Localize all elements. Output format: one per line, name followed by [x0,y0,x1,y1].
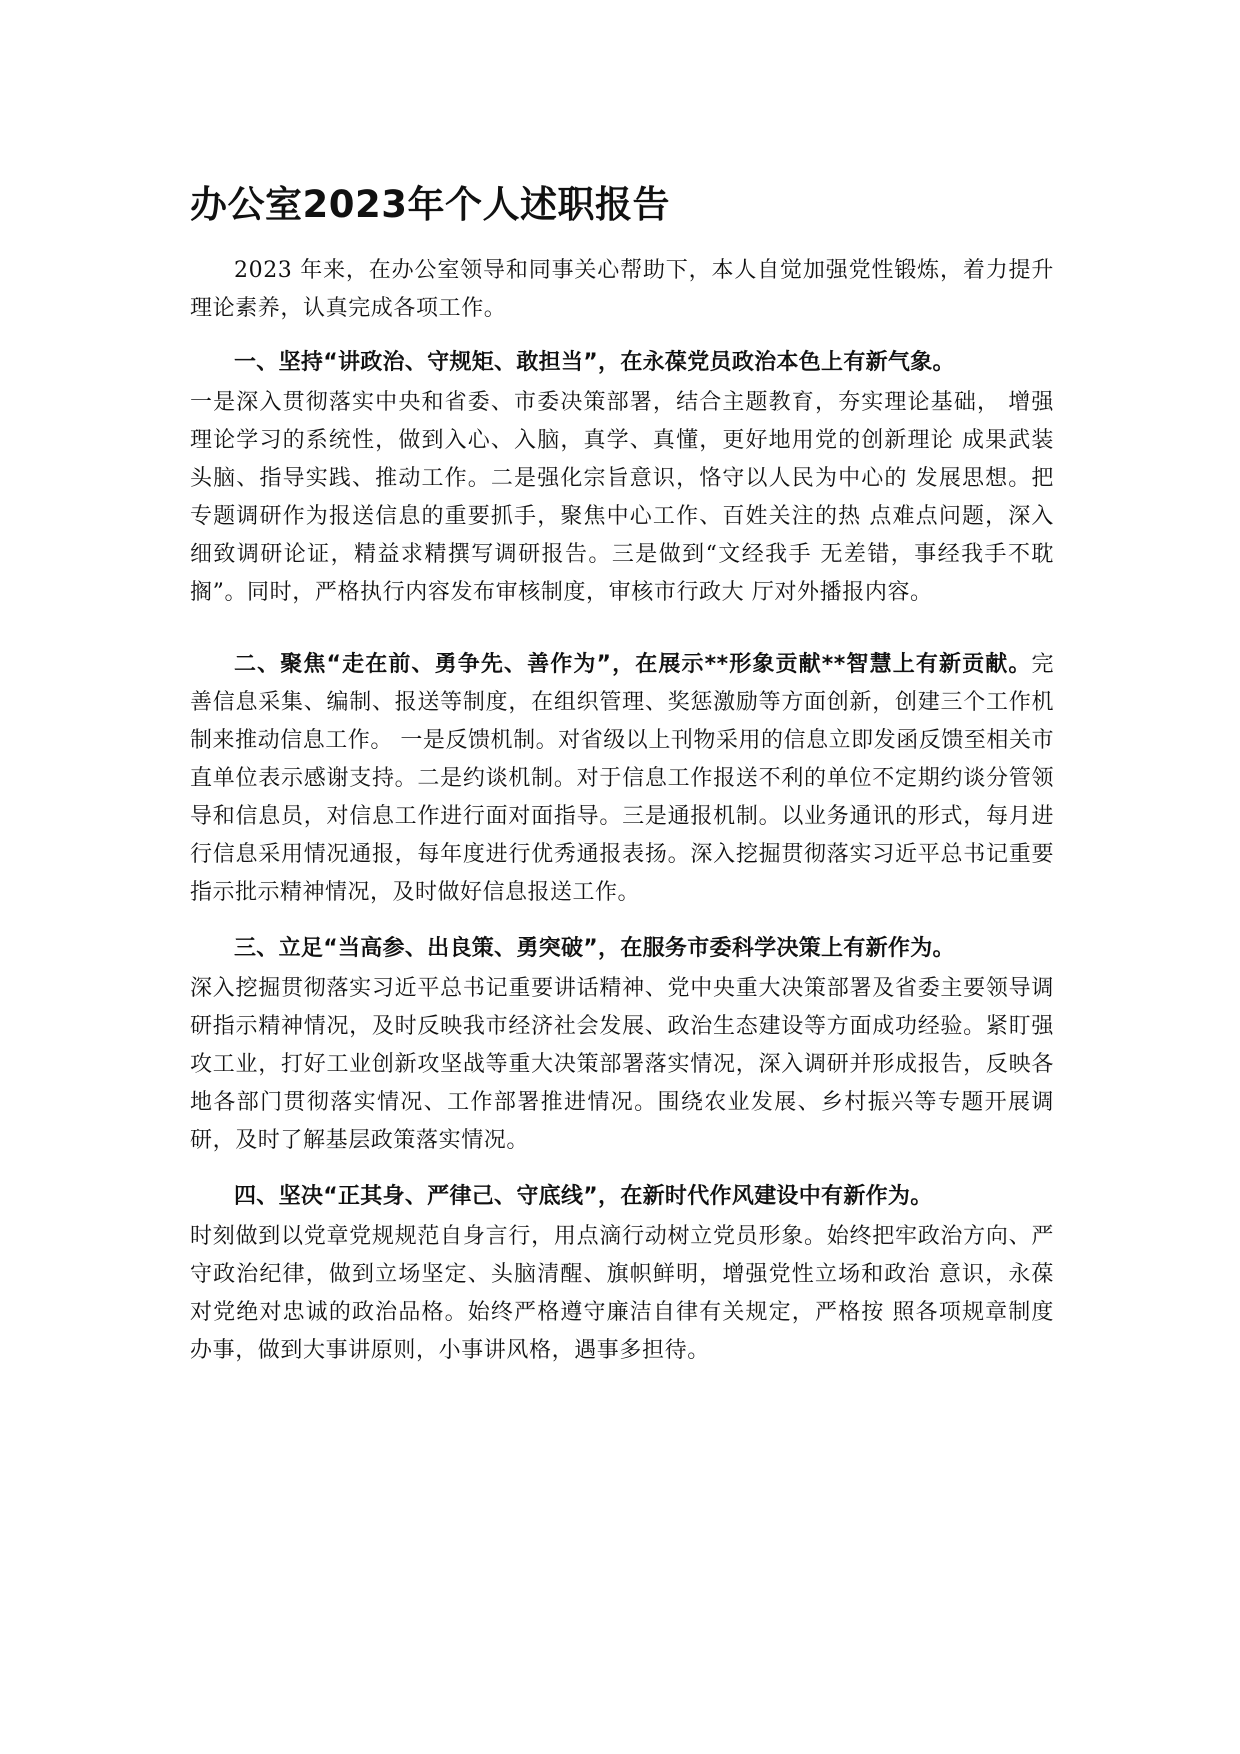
section-1-body: 一是深入贯彻落实中央和省委、市委决策部署，结合主题教育，夯实理论基础， 增强理论学习的系统性，做到入心、入脑，真学、真懂，更好地用党的创新理论 成果武装头脑、指导实践、推动工作。二是强化宗旨意识，恪守以人民为中心的 发展思想。把专题调研作为报送信息的重要抓手，聚焦中心工作、百姓关注的热 点难点问题，深入细致调研论证，精益求精撰写调研报告。三是做到“文经我手 无差错，事经我手不耽搁”。同时，严格执行内容发布审核制度，审核市行政大 厅对外播报内容。 [190,390,1054,605]
section-2-body: 完善信息采集、编制、报送等制度，在组织管理、奖惩激励等方面创新，创建三个工作机制来推动信息工作。 一是反馈机制。对省级以上刊物采用的信息立即发函反馈至相关市直单位表示感谢支持。二是约谈机制。对于信息工作报送不利的单位不定期约谈分管领导和信息员，对信息工作进行面对面指导。三是通报机制。以业务通讯的形式，每月进行信息采用情况通报，每年度进行优秀通报表扬。深入挖掘贯彻落实习近平总书记重要指示批示精神情况，及时做好信息报送工作。 [190,652,1054,905]
section-1 [190,344,1054,612]
section-4-body: 时刻做到以党章党规规范自身言行，用点滴行动树立党员形象。始终把牢政治方向、严守政治纪律，做到立场坚定、头脑清醒、旗帜鲜明，增强党性立场和政治 意识，永葆对党绝对忠诚的政治品格。始终严格遵守廉洁自律有关规定，严格按 照各项规章制度办事，做到大事讲原则，小事讲风格，遇事多担待。 [190,1224,1054,1363]
section-3-body: 深入挖掘贯彻落实习近平总书记重要讲话精神、党中央重大决策部署及省委主要领导调研指示精神情况，及时反映我市经济社会发展、政治生态建设等方面成功经验。紧盯强攻工业，打好工业创新攻坚战等重大决策部署落实情况，深入调研并形成报告，反映各地各部门贯彻落实情况、工作部署推进情况。围绕农业发展、乡村振兴等专题开展调研，及时了解基层政策落实情况。 [190,976,1054,1153]
intro-paragraph: 2023 年来，在办公室领导和同事关心帮助下，本人自觉加强党性锻炼，着力提升理论素养，认真完成各项工作。 [190,258,1054,321]
section-4-heading: 四、坚决“正其身、严律己、守底线”，在新时代作风建设中有新作为。 [234,1184,933,1209]
section-2-paragraph [190,646,1054,912]
section-1-heading: 一、坚持“讲政治、守规矩、敢担当”，在永葆党员政治本色上有新气象。 [234,350,955,375]
section-2-heading: 二、聚焦“走在前、勇争先、善作为”，在展示**形象贡献**智慧上有新贡献。 [234,652,1032,677]
section-3-heading: 三、立足“当高参、出良策、勇突破”，在服务市委科学决策上有新作为。 [234,936,955,961]
section-4 [190,1178,1054,1370]
document-content [190,180,1054,1388]
document-title: 办公室2023年个人述职报告 [190,183,670,226]
section-2 [190,646,1054,912]
section-3 [190,930,1054,1160]
